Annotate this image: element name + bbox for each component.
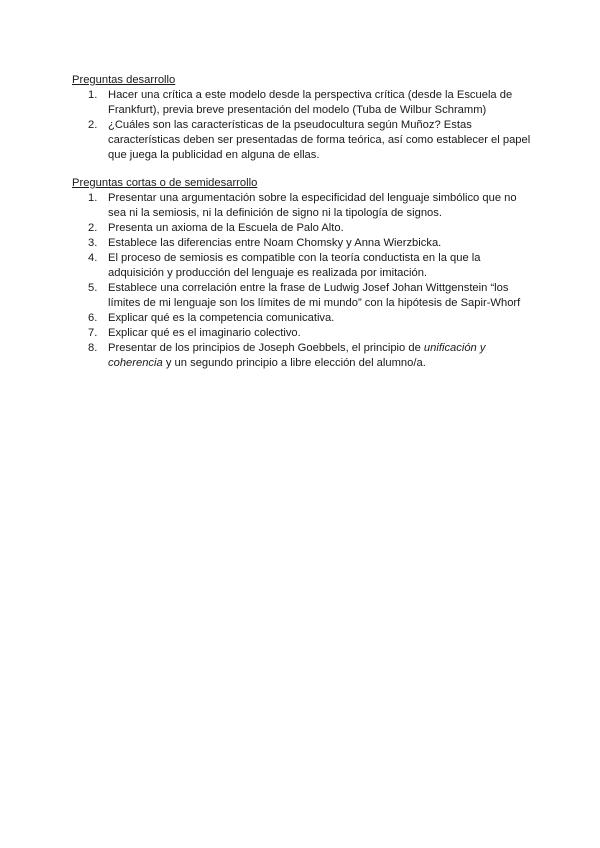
item-text: Presentar una argumentación sobre la especificidad del lenguaje simbólico que no sea ni la semiosis, ni la definición de signo ni la tipología de signos. [108,192,517,219]
section-heading: Preguntas cortas o de semidesarrollo [72,177,258,189]
list-item [88,191,532,221]
item-text-before: Presentar de los principios de Joseph Goebbels, el principio de [108,342,424,354]
item-text: Establece una correlación entre la frase de Ludwig Josef Johan Wittgenstein “los límites de mi lenguaje son los límites de mi mundo” con la hipótesis de Sapir-Whorf [108,282,521,309]
item-number: 5. [88,282,98,294]
list-item [88,311,532,326]
list-item [88,281,532,311]
section-heading: Preguntas desarrollo [72,74,176,86]
item-text: Establece las diferencias entre Noam Chomsky y Anna Wierzbicka. [108,237,442,249]
list-item [88,236,532,251]
item-number: 8. [88,342,98,354]
item-number: 2. [88,222,98,234]
list-item [88,221,532,236]
item-text-italic: unificación y coherencia [108,342,486,369]
list-item [88,326,532,341]
item-number: 7. [88,327,98,339]
item-number: 2. [88,119,98,131]
item-number: 4. [88,252,98,264]
item-text: Hacer una crítica a este modelo desde la perspectiva crítica (desde la Escuela de Frankfurt), previa breve presentación del modelo (Tuba de Wilbur Schramm) [108,89,513,116]
section-preguntas-cortas [72,176,532,371]
item-text: Explicar qué es la competencia comunicativa. [108,312,335,324]
item-number: 1. [88,192,98,204]
item-text-after: y un segundo principio a libre elección del alumno/a. [162,357,426,369]
item-text [108,341,532,371]
item-text: El proceso de semiosis es compatible con la teoría conductista en la que la adquisición y producción del lenguaje es realizada por imitación. [108,252,481,279]
list-item [88,118,532,163]
item-number: 3. [88,237,98,249]
item-text: ¿Cuáles son las características de la pseudocultura según Muñoz? Estas características deben ser presentadas de forma teórica, así como establecer el papel que juega la publicidad en alguna de ellas. [108,119,531,161]
list-item [88,341,532,371]
list-item [88,88,532,118]
item-number: 6. [88,312,98,324]
question-list [72,88,532,163]
item-number: 1. [88,89,98,101]
section-preguntas-desarrollo [72,73,532,163]
item-text: Presenta un axioma de la Escuela de Palo Alto. [108,222,344,234]
list-item [88,251,532,281]
item-text: Explicar qué es el imaginario colectivo. [108,327,301,339]
question-list [72,191,532,371]
